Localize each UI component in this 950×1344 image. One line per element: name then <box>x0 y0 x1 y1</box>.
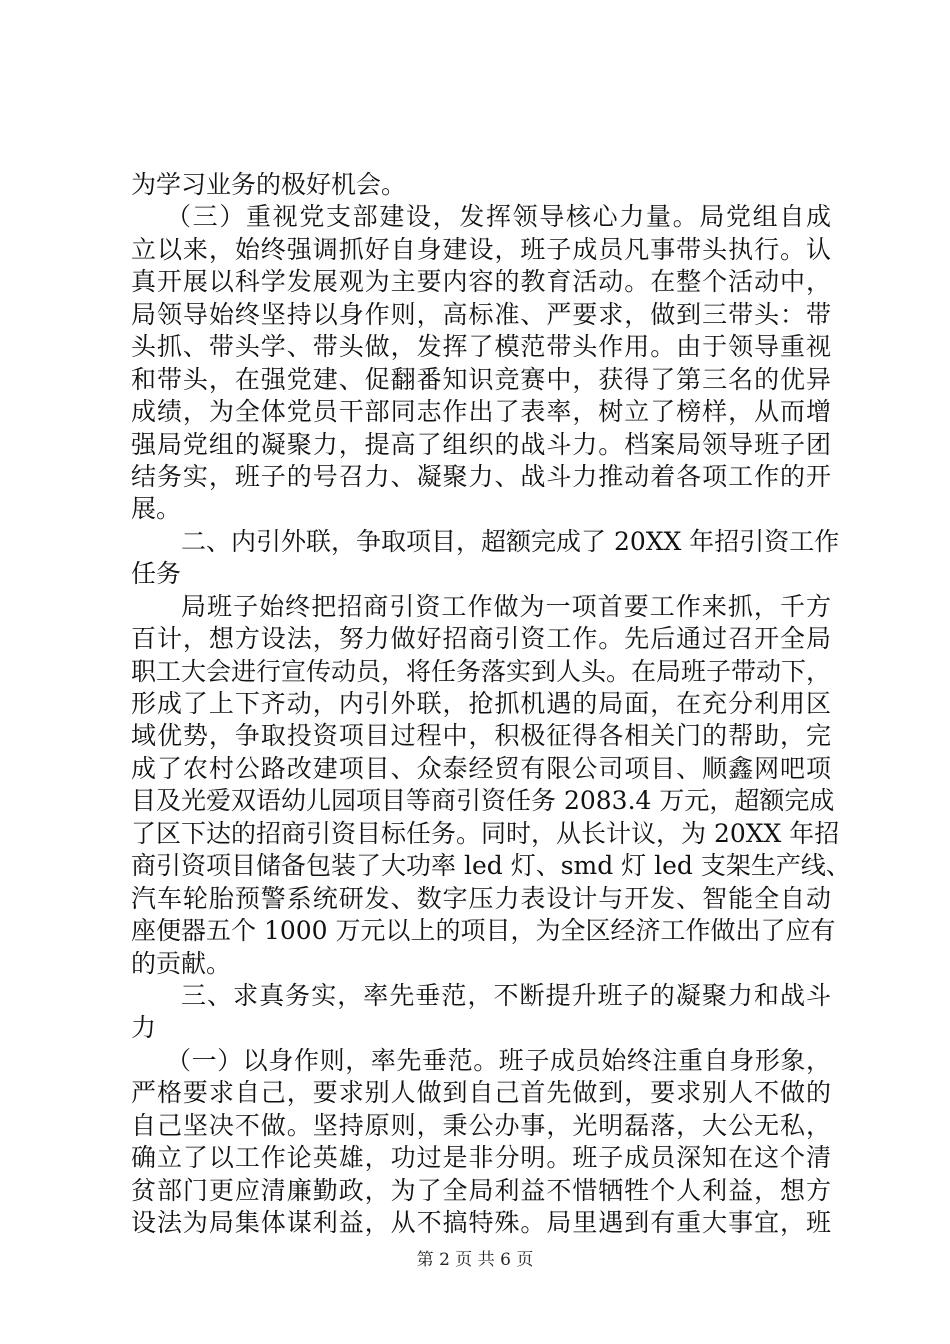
text-line: 确立了以工作论英雄，功过是非分明。班子成员深知在这个清 <box>131 1143 831 1173</box>
text-line: 了区下达的招商引资目标任务。同时，从长计议，为 20XX 年招 <box>131 818 840 848</box>
text-line: （一）以身作则，率先垂范。班子成员始终注重自身形象， <box>166 1045 831 1075</box>
text-line: （三）重视党支部建设，发挥领导核心力量。局党组自成 <box>166 202 831 232</box>
text-line: 严格要求自己，要求别人做到自己首先做到，要求别人不做的 <box>131 1078 831 1108</box>
section-heading-cont: 力 <box>131 1013 157 1043</box>
text-line: 头抓、带头学、带头做，发挥了模范带头作用。由于领导重视 <box>131 332 831 362</box>
text-line: 设法为局集体谋利益，从不搞特殊。局里遇到有重大事宜，班 <box>131 1208 831 1237</box>
text-line: 立以来，始终强调抓好自身建设，班子成员凡事带头执行。认 <box>131 234 831 264</box>
text-line: 局班子始终把招商引资工作做为一项首要工作来抓，千方 <box>181 591 831 621</box>
text-line: 展。 <box>131 494 182 524</box>
text-line: 结务实，班子的号召力、凝聚力、战斗力推动着各项工作的开 <box>131 461 831 491</box>
text-line: 目及光爱双语幼儿园项目等商引资任务 2083.4 万元，超额完成 <box>131 786 835 816</box>
text-line: 职工大会进行宣传动员，将任务落实到人头。在局班子带动下， <box>131 656 832 686</box>
text-line: 汽车轮胎预警系统研发、数字压力表设计与开发、智能全自动 <box>131 883 831 913</box>
text-line: 成绩，为全体党员干部同志作出了表率，树立了榜样，从而增 <box>131 397 831 427</box>
text-line: 强局党组的凝聚力，提高了组织的战斗力。档案局领导班子团 <box>131 429 831 459</box>
text-line: 贫部门更应清廉勤政，为了全局利益不惜牺牲个人利益，想方 <box>131 1175 831 1205</box>
text-line: 形成了上下齐动，内引外联，抢抓机遇的局面，在充分利用区 <box>131 689 831 718</box>
text-line: 百计，想方设法，努力做好招商引资工作。先后通过召开全局 <box>131 624 831 654</box>
text-line: 商引资项目储备包装了大功率 led 灯、smd 灯 led 支架生产线、 <box>131 851 851 881</box>
text-line: 自己坚决不做。坚持原则，秉公办事，光明磊落，大公无私， <box>131 1110 831 1140</box>
text-line: 局领导始终坚持以身作则，高标准、严要求，做到三带头：带 <box>131 299 831 329</box>
page-number-footer: 第 2 页 共 6 页 <box>416 1250 534 1270</box>
text-line: 真开展以科学发展观为主要内容的教育活动。在整个活动中， <box>131 267 831 297</box>
text-line: 的贡献。 <box>131 948 232 978</box>
text-line: 座便器五个 1000 万元以上的项目，为全区经济工作做出了应有 <box>131 916 836 946</box>
text-line: 成了农村公路改建项目、众泰经贸有限公司项目、顺鑫网吧项 <box>131 753 831 783</box>
text-line: 和带头，在强党建、促翻番知识竞赛中，获得了第三名的优异 <box>131 364 831 394</box>
text-line: 域优势，争取投资项目过程中，积极征得各相关门的帮助，完 <box>131 721 831 751</box>
section-heading: 三、求真务实，率先垂范，不断提升班子的凝聚力和战斗 <box>181 980 831 1010</box>
text-line: 为学习业务的极好机会。 <box>131 170 407 199</box>
section-heading: 二、内引外联，争取项目，超额完成了 20XX 年招引资工作 <box>181 526 840 556</box>
section-heading-cont: 任务 <box>131 559 182 589</box>
document-body <box>131 169 851 1239</box>
